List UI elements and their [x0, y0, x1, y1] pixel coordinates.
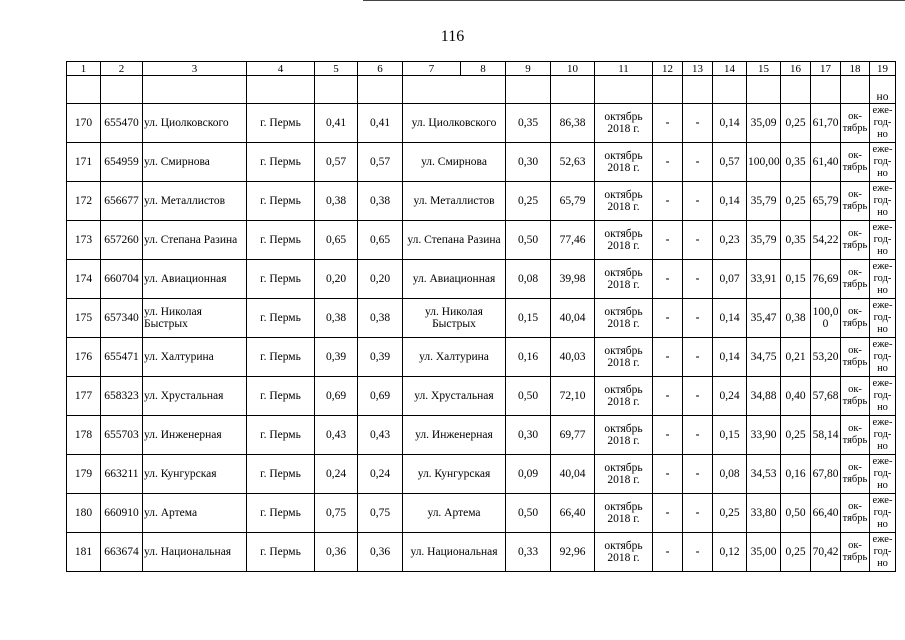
- value-col-9: 0,30: [506, 143, 551, 182]
- street-name-repeat: ул. Кунгурская: [403, 455, 506, 494]
- value-col-6: 0,36: [358, 533, 403, 572]
- value-col-5: 0,75: [315, 494, 358, 533]
- value-col-14: 0,14: [713, 299, 747, 338]
- city: г. Пермь: [247, 455, 315, 494]
- value-col-13: -: [683, 221, 713, 260]
- value-col-14: 0,14: [713, 338, 747, 377]
- value-col-16: 0,35: [781, 143, 811, 182]
- value-col-17: 61,40: [811, 143, 841, 182]
- frequency-cell: еже-год-но: [870, 455, 896, 494]
- object-code: 655470: [101, 104, 143, 143]
- top-rule: [363, 0, 905, 1]
- object-code: 658323: [101, 377, 143, 416]
- value-col-15: 100,00: [747, 143, 781, 182]
- street-name-repeat: ул. Артема: [403, 494, 506, 533]
- date-cell: октябрь 2018 г.: [595, 416, 653, 455]
- table-row: [67, 494, 896, 533]
- value-col-6: 0,69: [358, 377, 403, 416]
- frequency-cell: еже-год-но: [870, 416, 896, 455]
- value-col-12: -: [653, 533, 683, 572]
- frequency-cell: еже-год-но: [870, 377, 896, 416]
- object-code: 660910: [101, 494, 143, 533]
- street-name-repeat: ул. Инженерная: [403, 416, 506, 455]
- value-col-13: -: [683, 182, 713, 221]
- city: г. Пермь: [247, 416, 315, 455]
- value-col-9: 0,08: [506, 260, 551, 299]
- street-name: ул. Николая Быстрых: [143, 299, 247, 338]
- col-header: 9: [506, 62, 551, 76]
- value-col-12: -: [653, 377, 683, 416]
- col-header: 15: [747, 62, 781, 76]
- month-cell: ок-тябрь: [841, 533, 870, 572]
- value-col-6: 0,43: [358, 416, 403, 455]
- value-col-17: 61,70: [811, 104, 841, 143]
- frequency-cell: еже-год-но: [870, 533, 896, 572]
- col-header: 16: [781, 62, 811, 76]
- value-col-17: 54,22: [811, 221, 841, 260]
- value-col-10: 40,03: [551, 338, 595, 377]
- value-col-13: -: [683, 494, 713, 533]
- value-col-9: 0,16: [506, 338, 551, 377]
- value-col-17: 100,0 0: [811, 299, 841, 338]
- value-col-15: 35,47: [747, 299, 781, 338]
- value-col-14: 0,12: [713, 533, 747, 572]
- street-name-repeat: ул. Циолковского: [403, 104, 506, 143]
- value-col-13: -: [683, 416, 713, 455]
- col-header: 3: [143, 62, 247, 76]
- date-cell: октябрь 2018 г.: [595, 455, 653, 494]
- value-col-15: 34,75: [747, 338, 781, 377]
- value-col-14: 0,14: [713, 104, 747, 143]
- frequency-cell: еже-год-но: [870, 104, 896, 143]
- row-number: 179: [67, 455, 101, 494]
- value-col-12: -: [653, 338, 683, 377]
- date-cell: октябрь 2018 г.: [595, 494, 653, 533]
- month-cell: ок-тябрь: [841, 182, 870, 221]
- city: г. Пермь: [247, 260, 315, 299]
- value-col-6: 0,38: [358, 299, 403, 338]
- col-header: 19: [870, 62, 896, 76]
- table-row: [67, 533, 896, 572]
- frequency-cell: еже-год-но: [870, 182, 896, 221]
- table-row: [67, 338, 896, 377]
- value-col-6: 0,39: [358, 338, 403, 377]
- city: г. Пермь: [247, 338, 315, 377]
- street-name-repeat: ул. Степана Разина: [403, 221, 506, 260]
- value-col-14: 0,07: [713, 260, 747, 299]
- value-col-5: 0,69: [315, 377, 358, 416]
- value-col-12: -: [653, 299, 683, 338]
- table-row: [67, 416, 896, 455]
- street-name-repeat: ул. Металлистов: [403, 182, 506, 221]
- value-col-17: 58,14: [811, 416, 841, 455]
- object-code: 655703: [101, 416, 143, 455]
- value-col-16: 0,50: [781, 494, 811, 533]
- date-cell: октябрь 2018 г.: [595, 377, 653, 416]
- page-number: 116: [440, 28, 465, 45]
- row-number: 170: [67, 104, 101, 143]
- frequency-cell: еже-год-но: [870, 299, 896, 338]
- table-row: [67, 182, 896, 221]
- street-name: ул. Авиационная: [143, 260, 247, 299]
- value-col-15: 35,79: [747, 182, 781, 221]
- value-col-9: 0,15: [506, 299, 551, 338]
- month-cell: ок-тябрь: [841, 221, 870, 260]
- value-col-13: -: [683, 377, 713, 416]
- header-number-row: [67, 62, 896, 76]
- value-col-12: -: [653, 182, 683, 221]
- object-code: 657260: [101, 221, 143, 260]
- row-number: 177: [67, 377, 101, 416]
- data-table: [66, 61, 896, 572]
- value-col-6: 0,57: [358, 143, 403, 182]
- street-name: ул. Халтурина: [143, 338, 247, 377]
- street-name: ул. Степана Разина: [143, 221, 247, 260]
- row-number: 180: [67, 494, 101, 533]
- row-number: 172: [67, 182, 101, 221]
- col-header: 2: [101, 62, 143, 76]
- value-col-9: 0,30: [506, 416, 551, 455]
- value-col-12: -: [653, 260, 683, 299]
- city: г. Пермь: [247, 221, 315, 260]
- value-col-13: -: [683, 533, 713, 572]
- value-col-10: 40,04: [551, 455, 595, 494]
- date-cell: октябрь 2018 г.: [595, 533, 653, 572]
- value-col-12: -: [653, 455, 683, 494]
- month-cell: ок-тябрь: [841, 455, 870, 494]
- table-row: [67, 455, 896, 494]
- value-col-6: 0,20: [358, 260, 403, 299]
- frequency-cell: еже-год-но: [870, 260, 896, 299]
- city: г. Пермь: [247, 299, 315, 338]
- value-col-15: 34,88: [747, 377, 781, 416]
- value-col-14: 0,15: [713, 416, 747, 455]
- value-col-9: 0,09: [506, 455, 551, 494]
- value-col-5: 0,20: [315, 260, 358, 299]
- value-col-5: 0,41: [315, 104, 358, 143]
- month-cell: ок-тябрь: [841, 338, 870, 377]
- street-name: ул. Инженерная: [143, 416, 247, 455]
- value-col-15: 33,90: [747, 416, 781, 455]
- street-name-repeat: ул. Халтурина: [403, 338, 506, 377]
- carry-over-row: [67, 76, 896, 104]
- month-cell: ок-тябрь: [841, 494, 870, 533]
- table-row: [67, 143, 896, 182]
- value-col-10: 52,63: [551, 143, 595, 182]
- value-col-14: 0,24: [713, 377, 747, 416]
- date-cell: октябрь 2018 г.: [595, 221, 653, 260]
- month-cell: ок-тябрь: [841, 377, 870, 416]
- street-name-repeat: ул. Национальная: [403, 533, 506, 572]
- date-cell: октябрь 2018 г.: [595, 299, 653, 338]
- col-header: 4: [247, 62, 315, 76]
- value-col-13: -: [683, 104, 713, 143]
- value-col-15: 33,80: [747, 494, 781, 533]
- value-col-15: 35,09: [747, 104, 781, 143]
- month-cell: ок-тябрь: [841, 416, 870, 455]
- value-col-9: 0,33: [506, 533, 551, 572]
- value-col-12: -: [653, 221, 683, 260]
- value-col-5: 0,38: [315, 299, 358, 338]
- value-col-10: 66,40: [551, 494, 595, 533]
- value-col-14: 0,23: [713, 221, 747, 260]
- frequency-cell: еже-год-но: [870, 221, 896, 260]
- value-col-6: 0,38: [358, 182, 403, 221]
- value-col-10: 69,77: [551, 416, 595, 455]
- row-number: 175: [67, 299, 101, 338]
- object-code: 656677: [101, 182, 143, 221]
- value-col-17: 65,79: [811, 182, 841, 221]
- value-col-15: 35,00: [747, 533, 781, 572]
- value-col-14: 0,25: [713, 494, 747, 533]
- value-col-6: 0,65: [358, 221, 403, 260]
- value-col-15: 35,79: [747, 221, 781, 260]
- col-header: 1: [67, 62, 101, 76]
- value-col-6: 0,41: [358, 104, 403, 143]
- value-col-10: 77,46: [551, 221, 595, 260]
- date-cell: октябрь 2018 г.: [595, 260, 653, 299]
- object-code: 655471: [101, 338, 143, 377]
- value-col-12: -: [653, 416, 683, 455]
- value-col-14: 0,57: [713, 143, 747, 182]
- date-cell: октябрь 2018 г.: [595, 338, 653, 377]
- value-col-16: 0,40: [781, 377, 811, 416]
- value-col-9: 0,25: [506, 182, 551, 221]
- month-cell: ок-тябрь: [841, 260, 870, 299]
- value-col-5: 0,36: [315, 533, 358, 572]
- value-col-16: 0,38: [781, 299, 811, 338]
- street-name: ул. Хрустальная: [143, 377, 247, 416]
- col-header: 7: [403, 62, 461, 76]
- object-code: 663674: [101, 533, 143, 572]
- value-col-13: -: [683, 299, 713, 338]
- col-header: 17: [811, 62, 841, 76]
- row-number: 176: [67, 338, 101, 377]
- object-code: 663211: [101, 455, 143, 494]
- col-header: 5: [315, 62, 358, 76]
- value-col-17: 53,20: [811, 338, 841, 377]
- value-col-10: 72,10: [551, 377, 595, 416]
- table-row: [67, 377, 896, 416]
- street-name-repeat: ул. Хрустальная: [403, 377, 506, 416]
- carry-over-text: но: [870, 76, 896, 104]
- value-col-12: -: [653, 143, 683, 182]
- month-cell: ок-тябрь: [841, 143, 870, 182]
- value-col-13: -: [683, 143, 713, 182]
- value-col-10: 40,04: [551, 299, 595, 338]
- col-header: 11: [595, 62, 653, 76]
- value-col-14: 0,14: [713, 182, 747, 221]
- frequency-cell: еже-год-но: [870, 338, 896, 377]
- value-col-16: 0,25: [781, 533, 811, 572]
- street-name-repeat: ул. Смирнова: [403, 143, 506, 182]
- street-name: ул. Артема: [143, 494, 247, 533]
- col-header: 10: [551, 62, 595, 76]
- value-col-5: 0,39: [315, 338, 358, 377]
- street-name: ул. Национальная: [143, 533, 247, 572]
- value-col-15: 33,91: [747, 260, 781, 299]
- value-col-17: 66,40: [811, 494, 841, 533]
- value-col-17: 70,42: [811, 533, 841, 572]
- value-col-16: 0,21: [781, 338, 811, 377]
- value-col-10: 92,96: [551, 533, 595, 572]
- table-row: [67, 221, 896, 260]
- row-number: 181: [67, 533, 101, 572]
- row-number: 173: [67, 221, 101, 260]
- date-cell: октябрь 2018 г.: [595, 182, 653, 221]
- value-col-9: 0,50: [506, 377, 551, 416]
- object-code: 654959: [101, 143, 143, 182]
- street-name-repeat: ул. Авиационная: [403, 260, 506, 299]
- value-col-14: 0,08: [713, 455, 747, 494]
- street-name: ул. Циолковского: [143, 104, 247, 143]
- value-col-17: 57,68: [811, 377, 841, 416]
- value-col-10: 39,98: [551, 260, 595, 299]
- value-col-5: 0,57: [315, 143, 358, 182]
- value-col-5: 0,24: [315, 455, 358, 494]
- row-number: 174: [67, 260, 101, 299]
- date-cell: октябрь 2018 г.: [595, 143, 653, 182]
- value-col-9: 0,50: [506, 221, 551, 260]
- frequency-cell: еже-год-но: [870, 143, 896, 182]
- col-header: 12: [653, 62, 683, 76]
- value-col-16: 0,25: [781, 104, 811, 143]
- city: г. Пермь: [247, 104, 315, 143]
- value-col-6: 0,24: [358, 455, 403, 494]
- row-number: 171: [67, 143, 101, 182]
- frequency-cell: еже-год-но: [870, 494, 896, 533]
- value-col-17: 67,80: [811, 455, 841, 494]
- value-col-16: 0,35: [781, 221, 811, 260]
- date-cell: октябрь 2018 г.: [595, 104, 653, 143]
- table-row: [67, 104, 896, 143]
- city: г. Пермь: [247, 533, 315, 572]
- col-header: 18: [841, 62, 870, 76]
- value-col-5: 0,65: [315, 221, 358, 260]
- value-col-12: -: [653, 104, 683, 143]
- table-row: [67, 260, 896, 299]
- object-code: 660704: [101, 260, 143, 299]
- value-col-17: 76,69: [811, 260, 841, 299]
- row-number: 178: [67, 416, 101, 455]
- value-col-10: 65,79: [551, 182, 595, 221]
- value-col-10: 86,38: [551, 104, 595, 143]
- col-header: 13: [683, 62, 713, 76]
- col-header: 8: [461, 62, 506, 76]
- value-col-15: 34,53: [747, 455, 781, 494]
- month-cell: ок-тябрь: [841, 104, 870, 143]
- value-col-13: -: [683, 338, 713, 377]
- value-col-9: 0,50: [506, 494, 551, 533]
- value-col-13: -: [683, 455, 713, 494]
- city: г. Пермь: [247, 494, 315, 533]
- value-col-9: 0,35: [506, 104, 551, 143]
- value-col-16: 0,25: [781, 182, 811, 221]
- value-col-5: 0,38: [315, 182, 358, 221]
- street-name-repeat: ул. Николая Быстрых: [403, 299, 506, 338]
- value-col-13: -: [683, 260, 713, 299]
- table-row: [67, 299, 896, 338]
- city: г. Пермь: [247, 182, 315, 221]
- col-header: 14: [713, 62, 747, 76]
- city: г. Пермь: [247, 377, 315, 416]
- value-col-16: 0,15: [781, 260, 811, 299]
- value-col-5: 0,43: [315, 416, 358, 455]
- col-header: 6: [358, 62, 403, 76]
- street-name: ул. Кунгурская: [143, 455, 247, 494]
- city: г. Пермь: [247, 143, 315, 182]
- street-name: ул. Металлистов: [143, 182, 247, 221]
- month-cell: ок-тябрь: [841, 299, 870, 338]
- value-col-16: 0,16: [781, 455, 811, 494]
- value-col-12: -: [653, 494, 683, 533]
- street-name: ул. Смирнова: [143, 143, 247, 182]
- value-col-16: 0,25: [781, 416, 811, 455]
- object-code: 657340: [101, 299, 143, 338]
- value-col-6: 0,75: [358, 494, 403, 533]
